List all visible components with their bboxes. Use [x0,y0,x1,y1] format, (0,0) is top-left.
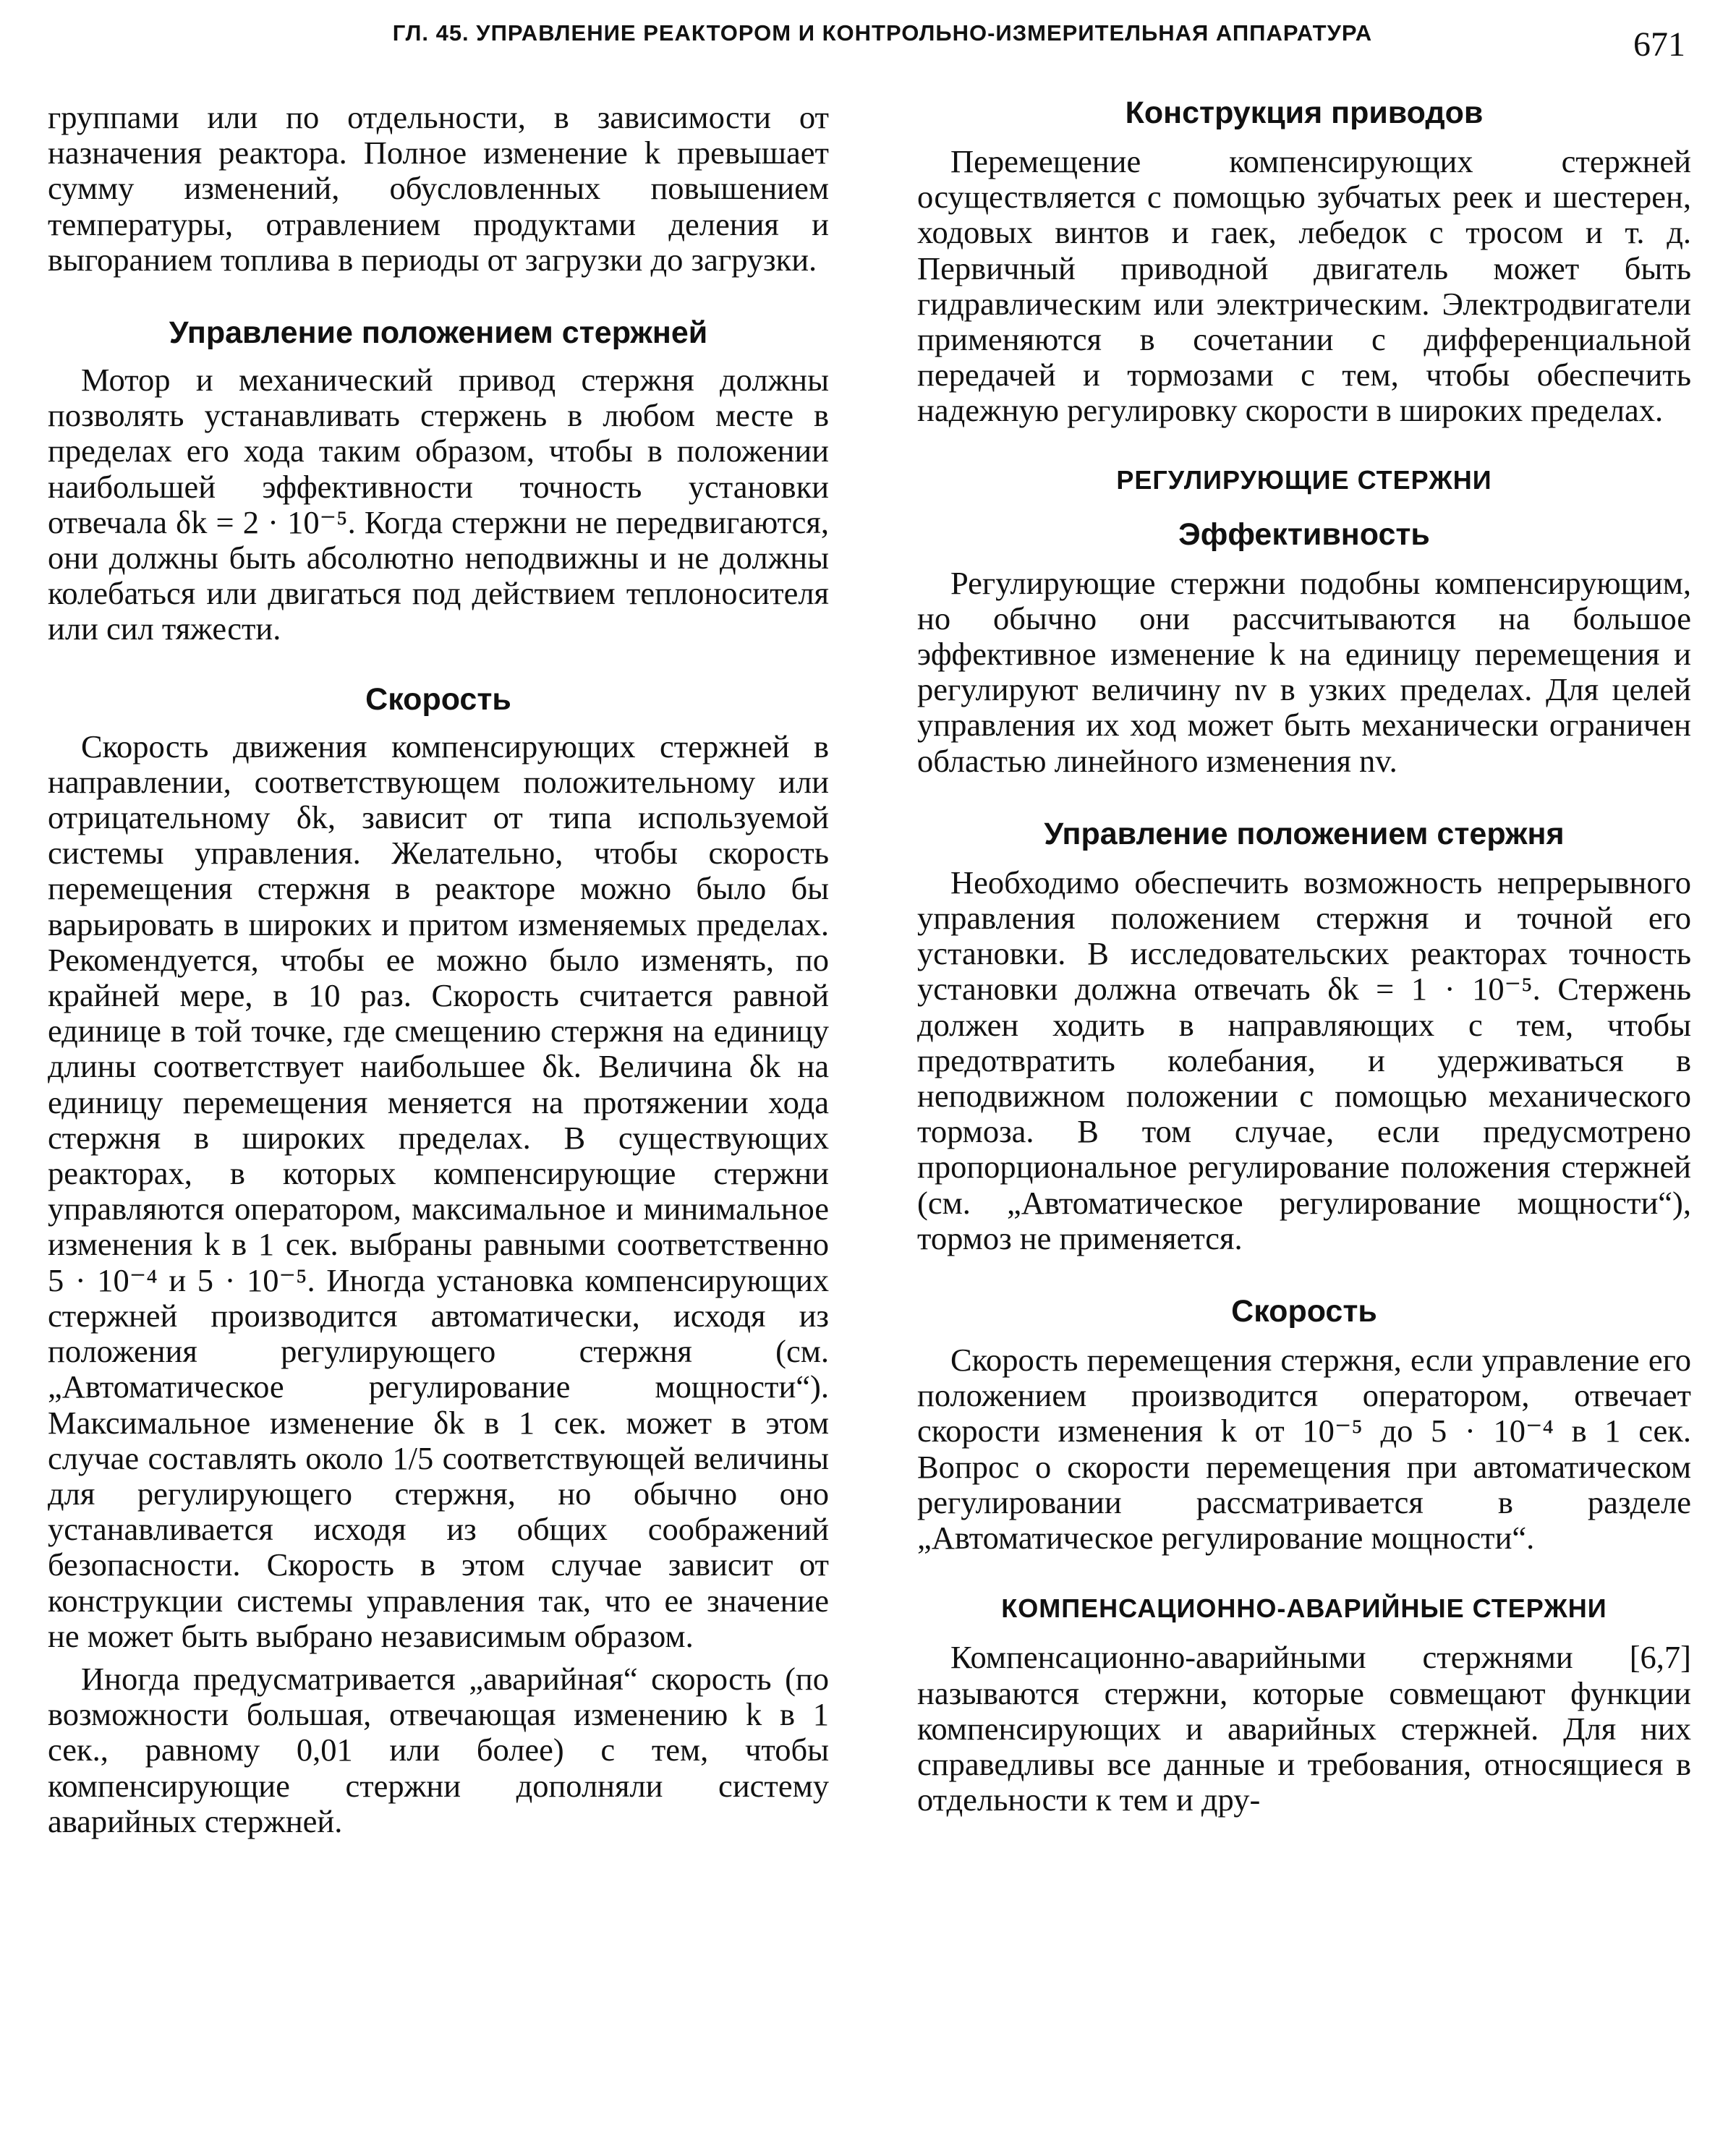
heading-speed-left: Скорость [365,681,511,717]
heading-drive-design: Конструкция приводов [1125,95,1484,130]
heading-rods-position-control: Управление положением стержней [169,315,708,351]
paragraph-compensating-emergency-rods: Компенсационно-аварийными стержнями [6,7] называются стержни, которые совмещают функции компенсирующих и аварийных стержней. Для них справедливы все данные и требования, относящиеся в отдельности к тем и дру- [917,1639,1691,1818]
section-heading-regulating-rods: РЕГУЛИРУЮЩИЕ СТЕРЖНИ [1116,464,1492,495]
paragraph-rods-position-control: Мотор и механический привод стержня должны позволять устанавливать стержень в любом месте в пределах его хода таким образом, чтобы в положении наибольшей эффективности точность установки отвечала δk = 2 · 10⁻⁵. Когда стержни не передвигаются, они должны быть абсолютно неподвижны и не должны колебаться или двигаться под действием теплоносителя или сил тяжести. [48,362,829,647]
heading-efficiency: Эффективность [1178,516,1430,552]
left-column [48,100,829,1839]
section-heading-compensating-emergency-rods: КОМПЕНСАЦИОННО-АВАРИЙНЫЕ СТЕРЖНИ [1001,1593,1607,1624]
paragraph-rod-speed: Скорость перемещения стержня, если управление его положением производится оператором, отвечает скорости изменения k от 10⁻⁵ до 5 · 10⁻⁴ в 1 сек. Вопрос о скорости перемещения при автоматическом регулировании рассматривается в разделе „Автоматическое регулирование мощности“. [917,1342,1691,1557]
paragraph-speed-compensating: Скорость движения компенсирующих стержней в направлении, соответствующем положительному или отрицательному δk, зависит от типа используемой системы управления. Желательно, чтобы скорость перемещения стержня в реакторе можно было бы варьировать в широких и притом изменяемых пределах. Рекомендуется, чтобы ее можно было изменять, по крайней мере, в 10 раз. Скорость считается равной единице в той точке, где смещению стержня на единицу длины соответствует наибольшее δk. Величина δk на единицу перемещения меняется на протяжении хода стержня в широких пределах. В существующих реакторах, в которых компенсирующие стержни управляются оператором, максимальное и минимальное изменения k в 1 сек. выбраны равными соответственно 5 · 10⁻⁴ и 5 · 10⁻⁵. Иногда установка компенсирующих стержней производится автоматически, исходя из положения регулирующего стержня (см. „Автоматическое регулирование мощности“). Максимальное изменение δk в 1 сек. может в этом случае составлять около 1/5 соответствующей величины для регулирующего стержня, но обычно оно устанавливается исходя из общих соображений безопасности. Скорость в этом случае зависит от конструкции системы управления так, что ее значение не может быть выбрано независимым образом. [48,728,829,1654]
paragraph-emergency-speed: Иногда предусматривается „аварийная“ скорость (по возможности большая, отвечающая изменению k в 1 сек., равному 0,01 или более) с тем, чтобы компенсирующие стержни дополняли систему аварийных стержней. [48,1660,829,1839]
paragraph-efficiency: Регулирующие стержни подобны компенсирующим, но обычно они рассчитываются на большое эффективное изменение k на единицу перемещения и регулируют величину nv в узких пределах. Для целей управления их ход может быть механически ограничен областью линейного изменения nv. [917,564,1691,779]
paragraph-continuation: группами или по отдельности, в зависимости от назначения реактора. Полное изменение k превышает сумму изменений, обусловленных повышением температуры, отравлением продуктами деления и выгоранием топлива в периоды от загрузки до загрузки. [48,99,829,278]
heading-rod-position-control: Управление положением стержня [1044,816,1565,851]
running-title: ГЛ. 45. УПРАВЛЕНИЕ РЕАКТОРОМ И КОНТРОЛЬНО-ИЗМЕРИТЕЛЬНАЯ АППАРАТУРА [392,20,1373,46]
paragraph-drive-design: Перемещение компенсирующих стержней осуществляется с помощью зубчатых реек и шестерен, ходовых винтов и гаек, лебедок с тросом и т. д. Первичный приводной двигатель может быть гидравлическим или электрическим. Электродвигатели применяются в сочетании с дифференциальной передачей и тормозами с тем, чтобы обеспечить надежную регулировку скорости в широких пределах. [917,143,1691,429]
paragraph-rod-position-control: Необходимо обеспечить возможность непрерывного управления положением стержня и точной его установки. В исследовательских реакторах точность установки должна отвечать δk = 1 · 10⁻⁵. Стержень должен ходить в направляющих с тем, чтобы предотвратить колебания, и удерживаться в неподвижном положении с помощью механического тормоза. В том случае, если предусмотрено пропорциональное регулирование положения стержней (см. „Автоматическое регулирование мощности“), тормоз не применяется. [917,864,1691,1256]
right-column [917,95,1691,1818]
heading-speed-right: Скорость [1231,1294,1377,1329]
page-number: 671 [1633,25,1685,64]
